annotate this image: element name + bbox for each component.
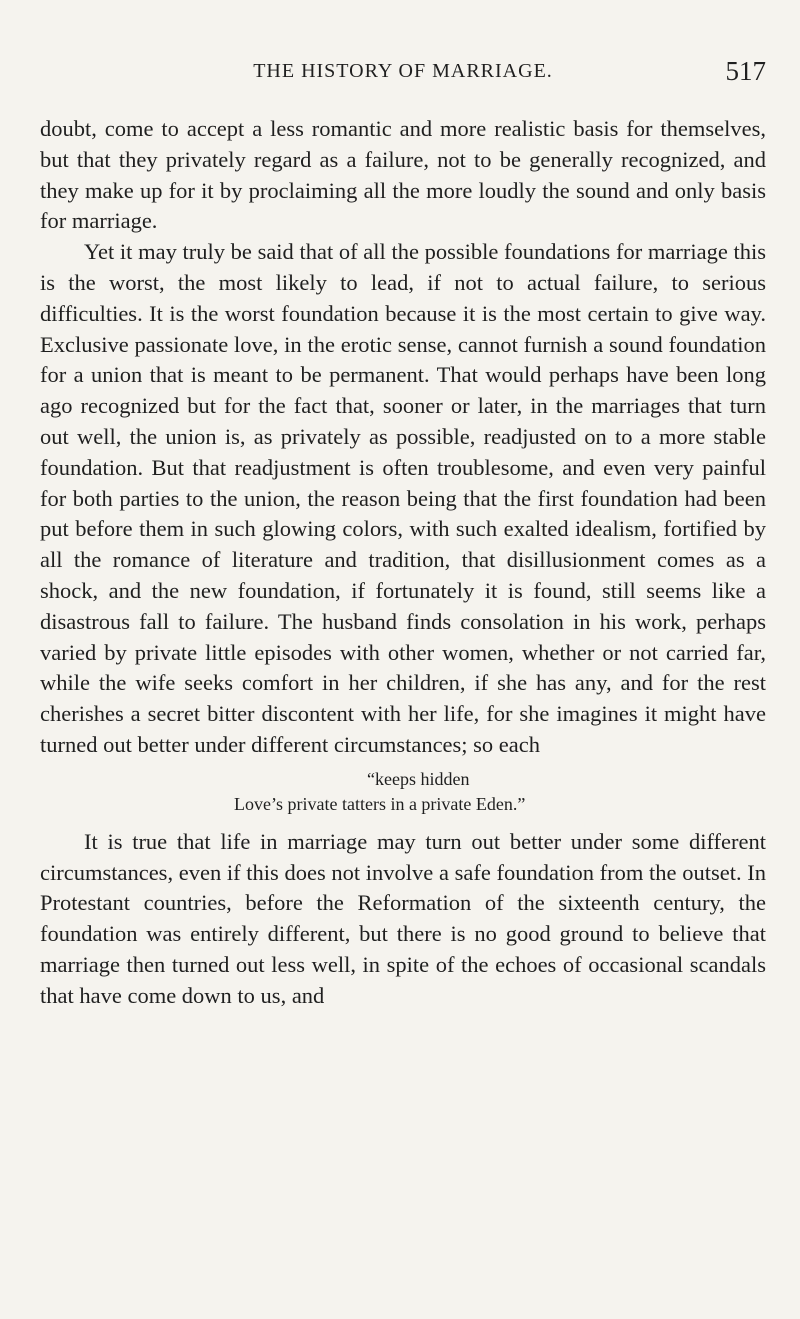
book-page (40, 56, 766, 1012)
running-head (40, 56, 766, 96)
paragraph-foundations: Yet it may truly be said that of all the possible foundations for marriage this is the worst, the most likely to lead, if not to actual failure, to serious difficulties. It is the worst foundation because it is the most certain to give way. Exclusive passionate love, in the erotic sense, cannot furnish a sound foundation for a union that is meant to be permanent. That would perhaps have been long ago recognized but for the fact that, sooner or later, in the marriages that turn out well, the union is, as privately as possible, readjusted on to a more stable foundation. But that readjustment is often troublesome, and even very painful for both parties to the union, the reason being that the first foundation had been put before them in such glowing colors, with such exalted idealism, fortified by all the romance of literature and tradition, that disillusionment comes as a shock, and the new foundation, if fortunately it is found, still seems like a disastrous fall to failure. The husband finds consolation in his work, perhaps varied by private little episodes with other women, whether or not carried far, while the wife seeks comfort in her children, if she has any, and for the rest cherishes a secret bitter discontent with her life, for she imagines it might have turned out better under different circumstances; so each (40, 239, 766, 757)
quote-line-1: “keeps hidden (367, 768, 470, 789)
body-text (40, 114, 766, 1012)
block-quote (40, 767, 766, 817)
page-number: 517 (725, 56, 766, 86)
running-title: THE HISTORY OF MARRIAGE. (253, 60, 553, 82)
paragraph-reformation: It is true that life in marriage may turn out better under some different circumstances, even if this does not involve a safe foundation from the outset. In Protestant countries, before the Reformation of the sixteenth century, the foundation was entirely different, but there is no good ground to believe that marriage then turned out less well, in spite of the echoes of occasional scandals that have come down to us, and (40, 828, 766, 1008)
paragraph-continuation: doubt, come to accept a less romantic and more realistic basis for themselves, but that they privately regard as a failure, not to be generally recognized, and they make up for it by proclaiming all the more loudly the sound and only basis for marriage. (40, 116, 766, 234)
quote-line-2: Love’s private tatters in a private Eden.” (234, 793, 526, 814)
